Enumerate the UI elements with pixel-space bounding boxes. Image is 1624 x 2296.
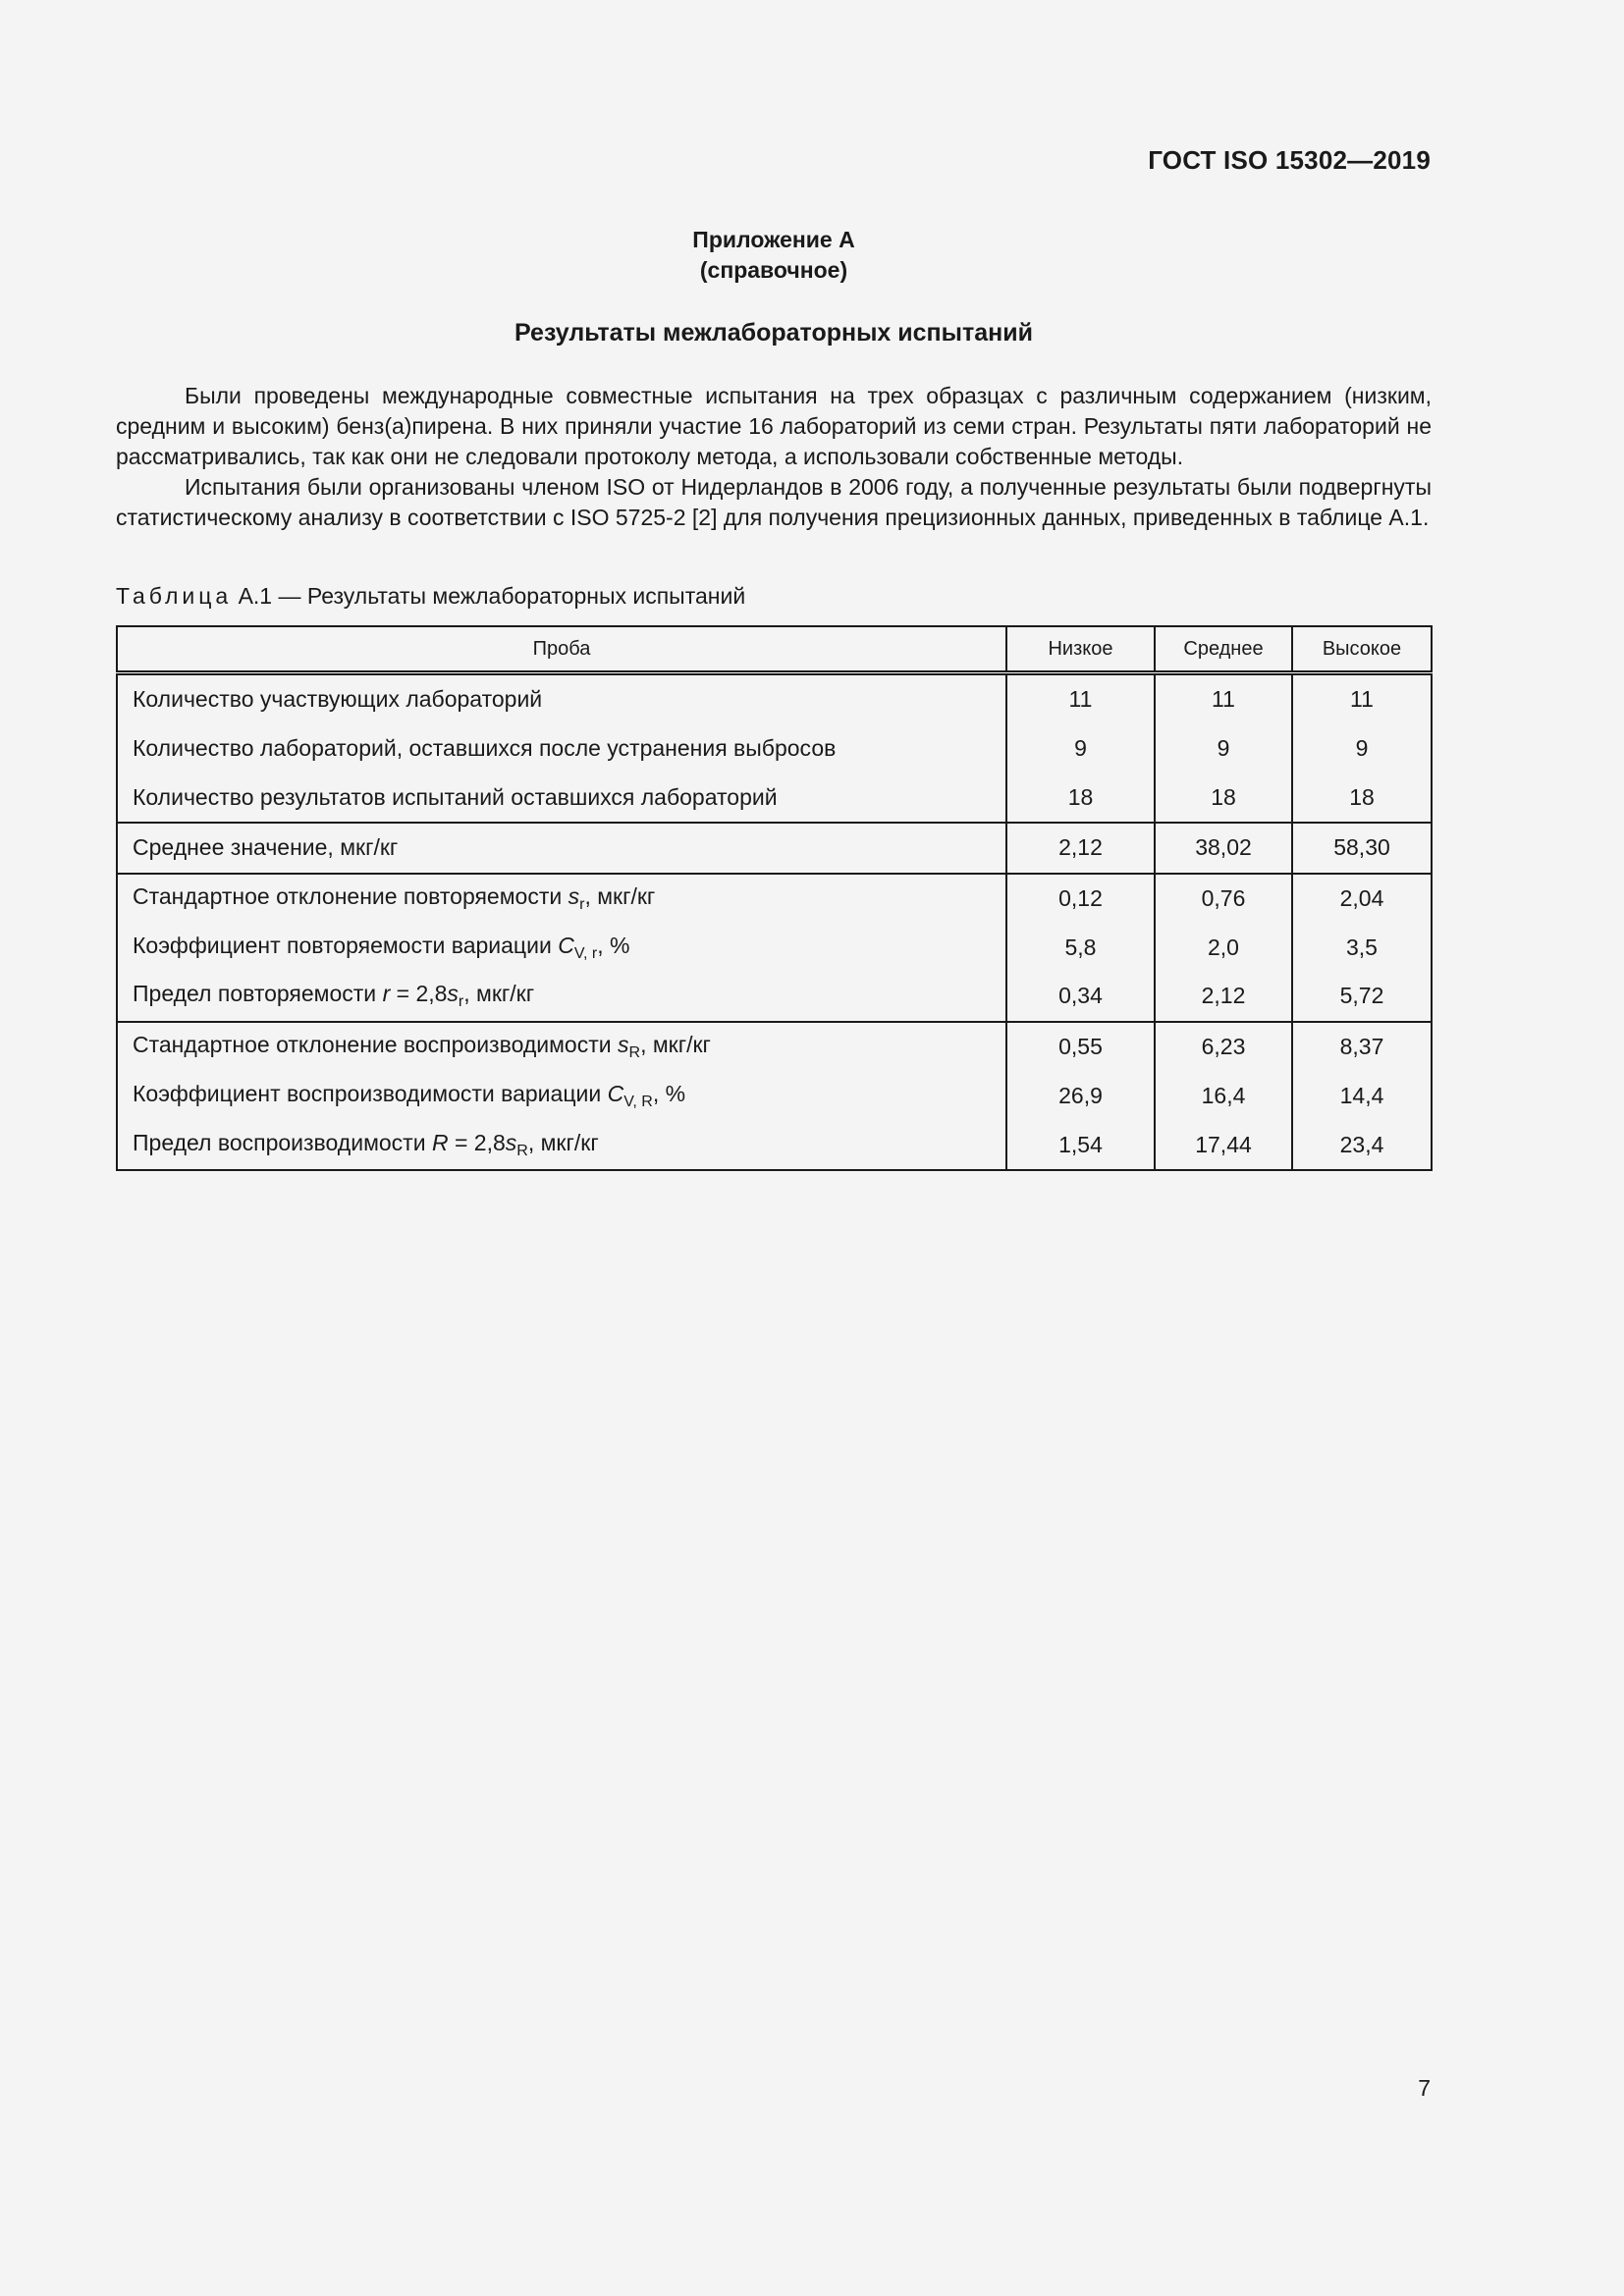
value-low: 11	[1006, 673, 1155, 724]
table-row	[117, 823, 1432, 874]
value-high: 11	[1292, 673, 1432, 724]
table-row	[117, 972, 1432, 1022]
value-low: 9	[1006, 724, 1155, 774]
value-high: 2,04	[1292, 874, 1432, 924]
table-row	[117, 773, 1432, 823]
annex-title: Приложение А	[692, 227, 855, 252]
row-label: Предел воспроизводимости $R = 2,8s_R$, мкг/кг	[117, 1120, 1006, 1170]
value-medium: 0,76	[1155, 874, 1292, 924]
value-high: 8,37	[1292, 1022, 1432, 1072]
table-row	[117, 673, 1432, 724]
value-high: 18	[1292, 773, 1432, 823]
table-row	[117, 874, 1432, 924]
paragraph-2: Испытания были организованы членом ISO от Нидерландов в 2006 году, а полученные результаты были подвергнуты статистическому анализу в соответствии с ISO 5725-2 [2] для получения прецизионных данных, приведенных в таблице А.1.	[116, 474, 1432, 530]
results-table	[116, 625, 1433, 1171]
value-low: 1,54	[1006, 1120, 1155, 1170]
header-low: Низкое	[1006, 626, 1155, 673]
value-medium: 18	[1155, 773, 1292, 823]
value-medium: 16,4	[1155, 1072, 1292, 1121]
value-medium: 2,0	[1155, 923, 1292, 972]
table-caption	[116, 583, 745, 610]
value-high: 58,30	[1292, 823, 1432, 874]
table-row	[117, 724, 1432, 774]
value-high: 14,4	[1292, 1072, 1432, 1121]
table-caption-text: А.1 — Результаты межлабораторных испытаний	[232, 583, 746, 609]
section-title: Результаты межлабораторных испытаний	[514, 319, 1033, 347]
value-low: 0,12	[1006, 874, 1155, 924]
value-medium: 9	[1155, 724, 1292, 774]
annex-subtitle: (справочное)	[699, 257, 848, 283]
table-row	[117, 1072, 1432, 1121]
value-high: 23,4	[1292, 1120, 1432, 1170]
row-label: Количество результатов испытаний оставшихся лабораторий	[117, 773, 1006, 823]
body-text	[116, 381, 1432, 533]
row-label: Среднее значение, мкг/кг	[117, 823, 1006, 874]
value-medium: 6,23	[1155, 1022, 1292, 1072]
value-medium: 2,12	[1155, 972, 1292, 1022]
value-low: 26,9	[1006, 1072, 1155, 1121]
row-label: Стандартное отклонение повторяемости $s_r$, мкг/кг	[117, 874, 1006, 924]
value-low: 0,55	[1006, 1022, 1155, 1072]
row-label: Коэффициент повторяемости вариации $C_{V, r}$, %	[117, 923, 1006, 972]
header-medium: Среднее	[1155, 626, 1292, 673]
table-header-row	[117, 626, 1432, 673]
value-high: 9	[1292, 724, 1432, 774]
table-caption-prefix: Таблица	[116, 583, 233, 609]
row-label: Количество лабораторий, оставшихся после устранения выбросов	[117, 724, 1006, 774]
value-medium: 11	[1155, 673, 1292, 724]
table-row	[117, 1022, 1432, 1072]
header-sample: Проба	[117, 626, 1006, 673]
table-row	[117, 1120, 1432, 1170]
value-medium: 38,02	[1155, 823, 1292, 874]
value-low: 18	[1006, 773, 1155, 823]
value-low: 0,34	[1006, 972, 1155, 1022]
value-low: 5,8	[1006, 923, 1155, 972]
row-label: Количество участвующих лабораторий	[117, 673, 1006, 724]
document-code: ГОСТ ISO 15302—2019	[1148, 145, 1431, 175]
value-high: 5,72	[1292, 972, 1432, 1022]
row-label: Коэффициент воспроизводимости вариации $C_{V, R}$, %	[117, 1072, 1006, 1121]
paragraph-1: Были проведены международные совместные испытания на трех образцах с различным содержанием (низким, средним и высоким) бенз(а)пирена. В них приняли участие 16 лабораторий из семи стран. Результаты пяти лабораторий не рассматривались, так как они не следовали протоколу метода, а использовали собственные методы.	[116, 383, 1432, 469]
row-label: Предел повторяемости $r = 2,8s_r$, мкг/кг	[117, 972, 1006, 1022]
table-row	[117, 923, 1432, 972]
header-high: Высокое	[1292, 626, 1432, 673]
value-high: 3,5	[1292, 923, 1432, 972]
value-medium: 17,44	[1155, 1120, 1292, 1170]
row-label: Стандартное отклонение воспроизводимости $s_R$, мкг/кг	[117, 1022, 1006, 1072]
page-number: 7	[1418, 2075, 1431, 2101]
value-low: 2,12	[1006, 823, 1155, 874]
